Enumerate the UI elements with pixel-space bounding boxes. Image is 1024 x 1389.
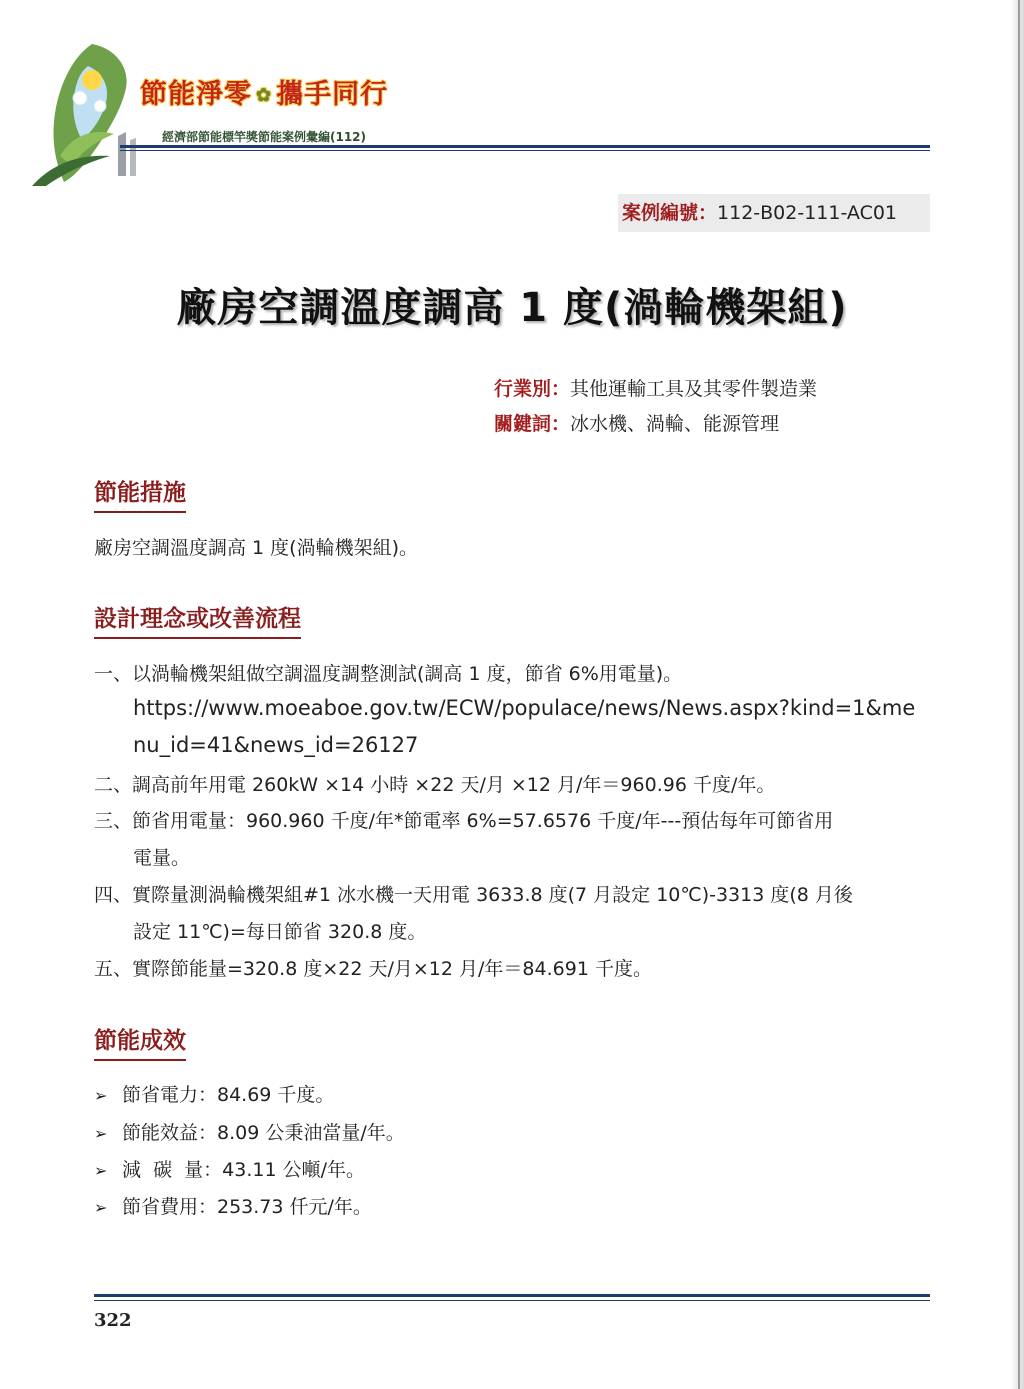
- industry-value: 其他運輸工具及其零件製造業: [570, 378, 818, 400]
- design-step-4: 四、實際量測渦輪機架組#1 冰水機一天用電 3633.8 度(7 月設定 10℃)-3313 度(8 月後: [94, 884, 853, 906]
- measures-text: 廠房空調溫度調高 1 度(渦輪機架組)。: [94, 537, 418, 559]
- section-heading-results: 節能成效: [94, 1022, 186, 1061]
- keywords-label: 關鍵詞：: [494, 413, 571, 435]
- arrow-bullet-icon: ➢: [94, 1086, 108, 1105]
- slogan-right: 攜手同行: [276, 79, 389, 110]
- page-number: 322: [94, 1310, 132, 1331]
- arrow-bullet-icon: ➢: [94, 1124, 108, 1143]
- section-heading-measures: 節能措施: [94, 474, 186, 513]
- result-item: [94, 1192, 372, 1219]
- keywords-value: 冰水機、渦輪、能源管理: [570, 413, 780, 435]
- case-number-value: 112-B02-111-AC01: [717, 202, 898, 224]
- industry-label: 行業別：: [494, 378, 571, 400]
- header-rule: [120, 145, 930, 148]
- design-url-part-1: https://www.moeaboe.gov.tw/ECW/populace/news/News.aspx?kind=1&me: [133, 696, 916, 720]
- page-edge-line: [1018, 0, 1020, 1389]
- footer-rule-thin: [94, 1300, 930, 1301]
- result-item-text: 減 碳 量：43.11 公噸/年。: [122, 1159, 365, 1181]
- keywords-line: [494, 409, 779, 436]
- arrow-bullet-icon: ➢: [94, 1161, 108, 1180]
- arrow-bullet-icon: ➢: [94, 1198, 108, 1217]
- slogan-left: 節能淨零: [140, 79, 252, 110]
- result-item-text: 節省電力：84.69 千度。: [122, 1084, 335, 1106]
- case-number-box: [618, 194, 930, 232]
- result-item: [94, 1080, 334, 1107]
- result-item-text: 節省費用：253.73 仟元/年。: [122, 1196, 372, 1218]
- flower-icon: ✿: [256, 85, 273, 106]
- section-heading-design: 設計理念或改善流程: [94, 600, 301, 639]
- footer-rule: [94, 1294, 930, 1297]
- design-step-3-cont: 電量。: [133, 847, 191, 869]
- page-edge-shadow: [1010, 0, 1024, 1389]
- design-step-1: 一、以渦輪機架組做空調溫度調整測試(調高 1 度，節省 6%用電量)。: [94, 663, 683, 685]
- compilation-title: 經濟部節能標竿獎節能案例彙編(112): [162, 130, 367, 144]
- result-item: [94, 1155, 365, 1182]
- result-item-text: 節能效益：8.09 公秉油當量/年。: [122, 1122, 405, 1144]
- case-number-label: 案例編號：: [622, 202, 718, 224]
- page-title: 廠房空調溫度調高 1 度(渦輪機架組): [176, 285, 848, 331]
- industry-line: [494, 374, 817, 401]
- design-step-5: 五、實際節能量=320.8 度×22 天/月×12 月/年＝84.691 千度。: [94, 958, 652, 980]
- design-step-4-cont: 設定 11℃)=每日節省 320.8 度。: [133, 921, 427, 943]
- design-url-part-2: nu_id=41&news_id=26127: [133, 733, 419, 757]
- slogan: [140, 72, 388, 111]
- header-rule-thin: [120, 150, 930, 151]
- design-step-3: 三、節省用電量：960.960 千度/年*節電率 6%=57.6576 千度/年---預估每年可節省用: [94, 810, 834, 832]
- result-item: [94, 1118, 405, 1145]
- design-step-2: 二、調高前年用電 260kW ×14 小時 ×22 天/月 ×12 月/年＝960.96 千度/年。: [94, 774, 776, 796]
- taiwan-logo-icon: [22, 36, 172, 186]
